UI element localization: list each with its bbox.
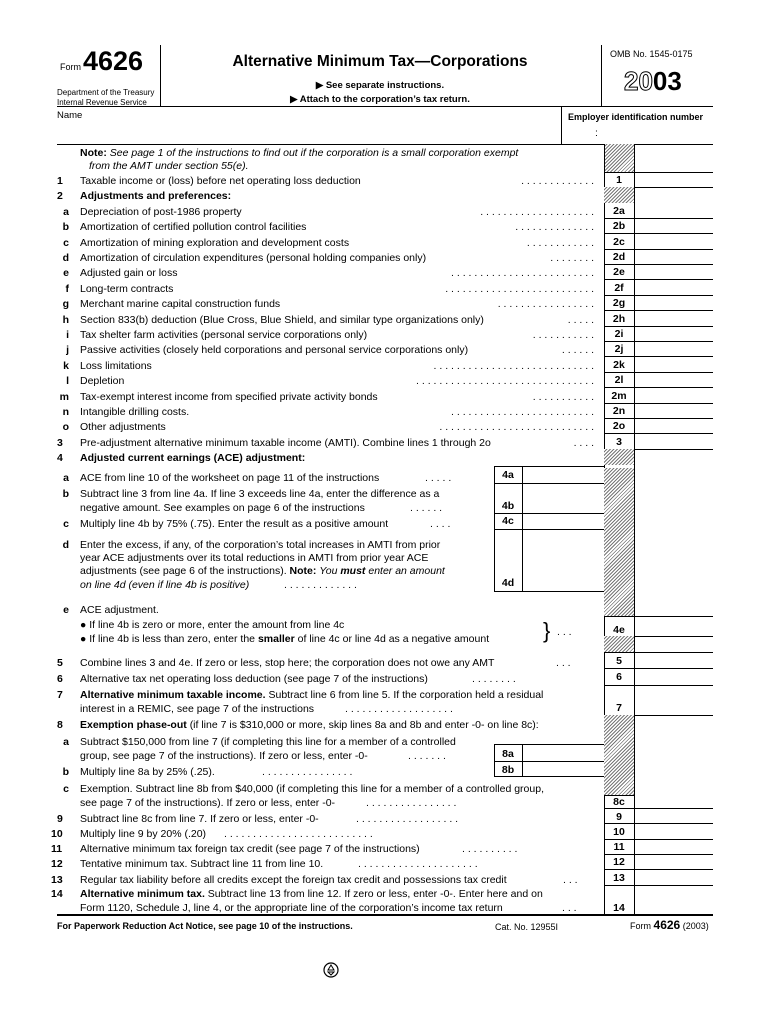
- line-12-text: Tentative minimum tax. Subtract line 11 from line 10.: [80, 858, 324, 870]
- line-dots: . . . . .: [567, 313, 594, 326]
- name-label: Name: [57, 110, 83, 121]
- line-8-bold: Exemption phase-out: [80, 719, 187, 731]
- line-4b-input[interactable]: [524, 498, 602, 512]
- line-4e-input[interactable]: [636, 620, 712, 635]
- line-6-box: 6: [616, 671, 622, 683]
- line-dots: . . . . . . . . . . . . . . . . . . . . . . . . . . . . . . .: [416, 375, 594, 388]
- line-box-number: 2o: [612, 420, 626, 433]
- line-4a-input[interactable]: [524, 468, 602, 482]
- line-dots: . . . .: [573, 436, 594, 449]
- line-box-number: 2g: [612, 297, 626, 310]
- line-box-number: 2e: [613, 266, 625, 279]
- line-text: Amortization of circulation expenditures (personal holding companies only): [80, 252, 427, 264]
- line-4b-dots: . . . . . .: [410, 502, 443, 514]
- line-13-dots: . . .: [563, 874, 578, 886]
- line-letter: k: [63, 359, 69, 372]
- line-5-number: 5: [57, 657, 63, 669]
- line-13-box: 13: [613, 872, 625, 884]
- line-4d-text-2: year ACE adjustments over its total reductions in AMTI from prior year ACE: [80, 552, 429, 564]
- shaded-area: [604, 144, 634, 172]
- line-8a-dots: . . . . . . .: [408, 750, 446, 762]
- line-letter: f: [65, 282, 69, 295]
- line-14-text: [80, 888, 543, 900]
- line-12-dots: . . . . . . . . . . . . . . . . . . . . .: [358, 858, 478, 870]
- line-dots: . . . . . . . . . . . . . . . . . . . .: [480, 205, 594, 218]
- note-line-2: from the AMT under section 55(e).: [89, 160, 249, 172]
- line-4d-dots: . . . . . . . . . . . . .: [284, 579, 357, 591]
- line-letter: a: [63, 205, 69, 218]
- line-8c-letter: c: [63, 783, 69, 795]
- line-1-input[interactable]: [636, 173, 712, 186]
- line-2n-input[interactable]: [636, 404, 712, 417]
- line-dots: . . . . . . . .: [550, 252, 594, 264]
- line-14-text-1: Subtract line 13 from line 12. If zero or less, enter -0-. Enter here and on: [207, 888, 543, 900]
- line-4d-text-3a: adjustments (see page 6 of the instructions).: [80, 565, 287, 577]
- name-field[interactable]: [60, 122, 555, 140]
- line-14-number: 14: [51, 888, 63, 900]
- line-text: Pre-adjustment alternative minimum taxable income (AMTI). Combine lines 1 through 2o: [80, 436, 491, 449]
- line-7-text: [80, 689, 543, 701]
- line-14-bold: Alternative minimum tax.: [80, 888, 205, 900]
- line-8c-input[interactable]: [636, 794, 712, 807]
- line-box-number: 2k: [613, 358, 625, 371]
- line-4c-number: 4c: [502, 515, 514, 527]
- line-dots: . . . . . . . . . . . . . . . . . . . . . . . . . . . .: [433, 359, 594, 372]
- line-text: Loss limitations: [80, 359, 152, 372]
- line-8a-letter: a: [63, 736, 69, 748]
- line-dots: . . . . . .: [561, 344, 594, 357]
- line-text: Passive activities (closely held corporations and personal service corporations only): [80, 344, 469, 357]
- line-4b-letter: b: [62, 488, 69, 500]
- footer-form-word: Form: [630, 921, 651, 931]
- line-6-input[interactable]: [636, 670, 712, 684]
- line-2d-input[interactable]: [636, 250, 712, 263]
- line-2j-input[interactable]: [636, 342, 712, 355]
- line-2i-input[interactable]: [636, 327, 712, 340]
- line-2a-input[interactable]: [636, 204, 712, 217]
- line-9-input[interactable]: [636, 809, 712, 822]
- line-8c-dots: . . . . . . . . . . . . . . . .: [366, 797, 457, 809]
- line-text: Amortization of mining exploration and development costs: [80, 236, 350, 249]
- line-4c-input[interactable]: [524, 515, 602, 529]
- shaded-area-8: [604, 715, 634, 795]
- line-4d-must: must: [340, 565, 366, 577]
- line-4b-text-1: Subtract line 3 from line 4a. If line 3 exceeds line 4a, enter the difference as a: [80, 488, 440, 500]
- note: [80, 147, 518, 159]
- line-9-dots: . . . . . . . . . . . . . . . . . .: [356, 813, 459, 825]
- line-11-text: Alternative minimum tax foreign tax credit (see page 7 of the instructions): [80, 843, 420, 855]
- line-9-number: 9: [57, 813, 63, 825]
- line-box-number: 2f: [614, 281, 624, 294]
- catalog-number: Cat. No. 12955I: [495, 922, 559, 932]
- tax-year-outline: 20: [624, 66, 653, 96]
- line-7-number: 7: [57, 689, 63, 701]
- line-4e-number: 4e: [613, 624, 625, 636]
- line-11-input[interactable]: [636, 840, 712, 853]
- line-letter: j: [66, 344, 69, 357]
- line-box-number: 2n: [612, 405, 626, 417]
- line-11-dots: . . . . . . . . . .: [462, 843, 518, 855]
- line-4d-text-4: on line 4d (even if line 4b is positive): [80, 579, 250, 591]
- line-10-box: 10: [613, 826, 625, 838]
- line-4e-bullet-2c: of line 4c or line 4d as a negative amount: [297, 633, 490, 645]
- line-dots: . . . . . . . . . . . . . . . . . . . . . . . . .: [451, 406, 594, 418]
- line-7-box: 7: [616, 702, 622, 714]
- line-letter: e: [63, 267, 69, 280]
- line-text: Amortization of certified pollution control facilities: [80, 221, 307, 234]
- line-dots: . . . . . . . . . . . . . . . . . . . . . . . . . .: [445, 282, 594, 295]
- line-box-number: 2l: [614, 374, 624, 387]
- shaded-area-5: [604, 636, 634, 652]
- line-4a-dots: . . . . .: [425, 472, 452, 484]
- line-dots: . . . . . . . . . . . . . . . . . . . . . . . . .: [451, 267, 594, 280]
- line-10-number: 10: [51, 828, 63, 840]
- line-8a-text-1: Subtract $150,000 from line 7 (if completing this line for a member of a controlled: [80, 736, 456, 748]
- line-4d-enter: enter an amount: [368, 565, 445, 577]
- line-5-text: Combine lines 3 and 4e. If zero or less, stop here; the corporation does not owe any AMT: [80, 657, 495, 669]
- form-label: Form: [60, 62, 81, 72]
- line-4a-letter: a: [63, 472, 69, 484]
- line-7-dots: . . . . . . . . . . . . . . . . . . .: [345, 703, 453, 715]
- line-2f-input[interactable]: [636, 281, 712, 294]
- line-letter: h: [62, 313, 69, 326]
- department-line-1: Department of the Treasury: [57, 88, 155, 97]
- line-dots: . . . . . . . . . . . .: [526, 236, 594, 249]
- line-text: Depreciation of post-1986 property: [80, 205, 242, 218]
- line-4e-letter: e: [63, 604, 69, 616]
- line-4b-text-2: negative amount. See examples on page 6 of the instructions: [80, 502, 365, 514]
- line-dots: . . . . . . . . . . .: [532, 390, 594, 403]
- line-14-input[interactable]: [636, 888, 712, 913]
- line-4c-dots: . . . .: [430, 518, 451, 530]
- line-4e-smaller: smaller: [257, 633, 295, 645]
- line-7-bold: Alternative minimum taxable income.: [80, 689, 266, 701]
- line-13-text: Regular tax liability before all credits except the foreign tax credit and possessions tax credit: [80, 874, 507, 886]
- line-number: 2: [57, 190, 63, 203]
- line-text: Long-term contracts: [80, 282, 174, 295]
- line-8-number: 8: [57, 719, 63, 731]
- line-2e-input[interactable]: [636, 265, 712, 278]
- line-2b-input[interactable]: [636, 219, 712, 232]
- line-text: Adjusted gain or loss: [80, 267, 178, 280]
- line-letter: c: [63, 236, 69, 249]
- tax-year-bold: 03: [652, 66, 682, 96]
- line-2o-input[interactable]: [636, 419, 712, 432]
- line-8b-box: 8b: [501, 764, 515, 776]
- line-8-text-1: (if line 7 is $310,000 or more, skip lines 8a and 8b and enter -0- on line 8c):: [189, 719, 539, 731]
- line-12-number: 12: [51, 858, 63, 870]
- line-box-number: 1: [616, 174, 622, 186]
- line-14-box: 14: [613, 902, 625, 914]
- footer-year: (2003): [682, 921, 709, 931]
- line-letter: i: [66, 329, 69, 341]
- line-letter: l: [66, 375, 69, 388]
- line-6-dots: . . . . . . . .: [472, 673, 516, 685]
- omb-number: OMB No. 1545-0175: [610, 49, 693, 59]
- line-8b-letter: b: [62, 766, 69, 778]
- line-2k-input[interactable]: [636, 358, 712, 371]
- line-number: 4: [57, 452, 63, 465]
- line-4e-bullet-1: ● If line 4b is zero or more, enter the amount from line 4c: [80, 619, 345, 631]
- line-12-box: 12: [613, 856, 625, 868]
- line-4b-number: 4b: [501, 500, 515, 512]
- line-4c-letter: c: [63, 518, 69, 530]
- line-box-number: 2c: [613, 235, 625, 248]
- line-letter: o: [62, 421, 69, 434]
- line-text: Section 833(b) deduction (Blue Cross, Blue Shield, and similar type organizations only): [80, 313, 484, 326]
- shaded-area: [604, 449, 634, 464]
- line-letter: b: [62, 221, 69, 234]
- line-box-number: 2a: [613, 204, 625, 217]
- line-text: Depletion: [80, 375, 125, 388]
- line-8a-box: 8a: [502, 748, 514, 760]
- line-dots: . . . . . . . . . . . . . . . . . . . . . . . . . . .: [439, 421, 594, 434]
- form-number: 4626: [83, 46, 144, 76]
- line-number: 3: [57, 436, 63, 449]
- line-12-input[interactable]: [636, 855, 712, 868]
- line-box-number: 2i: [614, 328, 624, 340]
- line-box-number: 2m: [611, 389, 627, 402]
- line-8c-text-2: see page 7 of the instructions). If zero or less, enter -0-: [80, 797, 336, 809]
- line-box-number: 3: [616, 435, 622, 448]
- line-4e-dots: . . .: [557, 626, 572, 638]
- line-5-dots: . . .: [556, 657, 571, 669]
- line-8b-text: Multiply line 8a by 25% (.25).: [80, 766, 215, 778]
- line-text: Tax-exempt interest income from specified private activity bonds: [80, 390, 378, 403]
- line-dots: . . . . . . . . . . .: [532, 329, 594, 341]
- line-text: Other adjustments: [80, 421, 166, 434]
- form-title: Alternative Minimum Tax—Corporations: [232, 53, 528, 70]
- line-text: Adjustments and preferences:: [80, 190, 232, 203]
- line-box-number: 2j: [614, 343, 624, 356]
- footer-form-id: [630, 919, 709, 932]
- line-letter: n: [62, 406, 69, 418]
- line-4d-note: Note:: [289, 565, 317, 577]
- line-box-number: 2h: [612, 312, 626, 325]
- line-2l-input[interactable]: [636, 373, 712, 386]
- line-14-dots: . . .: [562, 902, 577, 914]
- line-4e-bullet-2: [80, 633, 489, 645]
- ein-label: Employer identification number: [568, 112, 704, 122]
- line-box-number: 2d: [612, 251, 626, 263]
- line-4a-text: ACE from line 10 of the worksheet on page 11 of the instructions: [80, 472, 380, 484]
- line-letter: g: [62, 298, 69, 311]
- line-5-box: 5: [616, 655, 622, 667]
- line-text: Adjusted current earnings (ACE) adjustment:: [80, 452, 306, 465]
- line-9-box: 9: [616, 811, 622, 823]
- line-11-box: 11: [613, 841, 625, 853]
- line-11-number: 11: [51, 843, 63, 855]
- line-2h-input[interactable]: [636, 312, 712, 325]
- recycle-icon: [323, 962, 339, 978]
- line-8a-input[interactable]: [524, 746, 602, 760]
- line-8c-text-1: Exemption. Subtract line 8b from $40,000 (if completing this line for a member of a controlled group,: [80, 783, 544, 795]
- department-line-2: Internal Revenue Service: [57, 98, 147, 107]
- line-4e-text: ACE adjustment.: [80, 604, 159, 616]
- line-8a-text-2: group, see page 7 of the instructions). If zero or less, enter -0-: [80, 750, 368, 762]
- note-label: Note:: [80, 147, 107, 159]
- line-8b-dots: . . . . . . . . . . . . . . . .: [262, 766, 353, 778]
- note-line-1: See page 1 of the instructions to find out if the corporation is a small corporation exempt: [109, 147, 519, 159]
- line-text: Tax shelter farm activities (personal service corporations only): [80, 329, 368, 341]
- ein-separator: :: [595, 127, 598, 139]
- ein-field[interactable]: [566, 124, 711, 142]
- line-2g-input[interactable]: [636, 296, 712, 309]
- line-10-dots: . . . . . . . . . . . . . . . . . . . . . . . . . .: [224, 828, 373, 840]
- line-dots: . . . . . . . . . . . . . .: [515, 221, 594, 234]
- line-4d-letter: d: [62, 539, 69, 551]
- line-4d-text-3: [80, 565, 445, 577]
- line-9-text: Subtract line 8c from line 7. If zero or less, enter -0-: [80, 813, 319, 825]
- line-8c-box: 8c: [613, 796, 625, 808]
- rule: [604, 172, 713, 173]
- line-dots: . . . . . . . . . . . . . . . . .: [497, 298, 594, 311]
- shaded-area: [604, 187, 634, 202]
- line-8-text: [80, 719, 539, 731]
- line-text: Taxable income or (loss) before net operating loss deduction: [80, 175, 361, 187]
- line-text: Merchant marine capital construction funds: [80, 298, 281, 311]
- line-6-number: 6: [57, 673, 63, 685]
- footer-form-number: 4626: [653, 918, 681, 932]
- line-4d-input[interactable]: [524, 576, 602, 590]
- brace: }: [543, 618, 551, 643]
- line-10-text: Multiply line 9 by 20% (.20): [80, 828, 207, 840]
- paperwork-notice: For Paperwork Reduction Act Notice, see page 10 of the instructions.: [57, 921, 353, 931]
- line-4e-bullet-2a: ● If line 4b is less than zero, enter the: [80, 633, 256, 645]
- line-4d-text-1: Enter the excess, if any, of the corporation’s total increases in AMTI from prior: [80, 539, 441, 551]
- line-letter: m: [59, 390, 69, 403]
- line-7-text-2: interest in a REMIC, see page 7 of the instructions: [80, 703, 315, 715]
- line-box-number: 2b: [612, 220, 626, 233]
- line-letter: d: [62, 252, 69, 264]
- line-dots: . . . . . . . . . . . . .: [521, 175, 594, 187]
- line-4d-number: 4d: [501, 577, 515, 589]
- line-8b-input[interactable]: [524, 762, 602, 775]
- line-13-input[interactable]: [636, 870, 712, 884]
- line-7-input[interactable]: [636, 700, 712, 714]
- line-4a-number: 4a: [502, 469, 514, 481]
- line-7-text-1: Subtract line 6 from line 5. If the corporation held a residual: [268, 689, 544, 701]
- line-6-text: Alternative tax net operating loss deduction (see page 7 of the instructions): [80, 673, 428, 685]
- line-14-text-2: Form 1120, Schedule J, line 4, or the appropriate line of the corporation’s income tax return: [80, 902, 503, 914]
- line-2m-input[interactable]: [636, 389, 712, 402]
- line-4d-you: You: [319, 565, 338, 577]
- line-text: Intangible drilling costs.: [80, 406, 190, 418]
- instructions-line-2: ▶ Attach to the corporation’s tax return.: [290, 94, 470, 105]
- line-number: 1: [57, 175, 63, 187]
- line-4c-text: Multiply line 4b by 75% (.75). Enter the result as a positive amount: [80, 518, 389, 530]
- tax-year: [624, 66, 682, 96]
- line-2c-input[interactable]: [636, 235, 712, 248]
- instructions-line-1: ▶ See separate instructions.: [315, 80, 445, 91]
- line-13-number: 13: [51, 874, 63, 886]
- line-5-input[interactable]: [636, 653, 712, 667]
- shaded-area-4: [604, 468, 634, 616]
- line-10-input[interactable]: [636, 824, 712, 838]
- line-3-input[interactable]: [636, 435, 712, 448]
